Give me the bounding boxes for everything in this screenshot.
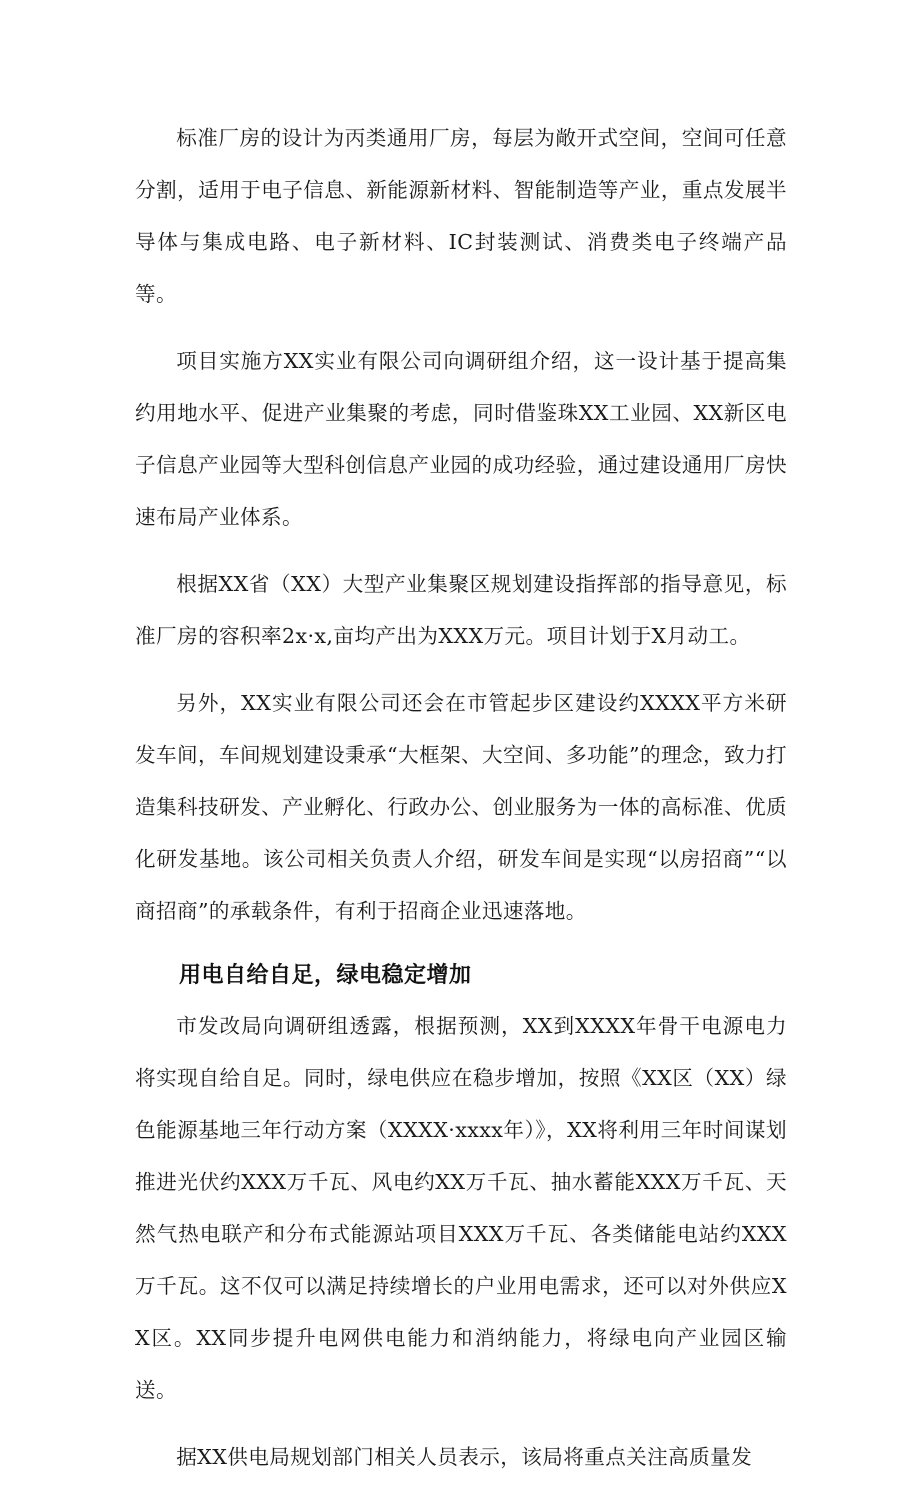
paragraph-rd-workshop: 另外，XX实业有限公司还会在市管起步区建设约XXXX平方米研发车间，车间规划建设秉承“大框架、大空间、多功能”的理念，致力打造集科技研发、产业孵化、行政办公、创业服务为一体的高标准、优质化研发基地。该公司相关负责人介绍，研发车间是实现“以房招商”“以商招商”的承载条件，有利于招商企业迅速落地。 bbox=[135, 691, 787, 923]
document-body bbox=[135, 112, 787, 1498]
paragraph-plot-ratio: 根据XX省（XX）大型产业集聚区规划建设指挥部的指导意见，标准厂房的容积率2x·x,亩均产出为XXX万元。项目计划于X月动工。 bbox=[135, 572, 787, 648]
paragraph-green-power: 市发改局向调研组透露，根据预测，XX到XXXX年骨干电源电力将实现自给自足。同时，绿电供应在稳步增加，按照《XX区（XX）绿色能源基地三年行动方案（XXXX·xxxx年）》，XX将利用三年时间谋划推进光伏约XXX万千瓦、风电约XX万千瓦、抽水蓄能XXX万千瓦、天然气热电联产和分布式能源站项目XXX万千瓦、各类储能电站约XXX万千瓦。这不仅可以满足持续增长的户业用电需求，还可以对外供应XX区。XX同步提升电网供电能力和消纳能力，将绿电向产业园区输送。 bbox=[135, 1014, 787, 1402]
paragraph-power-bureau: 据XX供电局规划部门相关人员表示，该局将重点关注高质量发 bbox=[176, 1445, 753, 1469]
section-heading: 用电自给自足，绿电稳定增加 bbox=[179, 963, 472, 988]
paragraph-project-implementer: 项目实施方XX实业有限公司向调研组介绍，这一设计基于提高集约用地水平、促进产业集聚的考虑，同时借鉴珠XX工业园、XX新区电子信息产业园等大型科创信息产业园的成功经验，通过建设通用厂房快速布局产业体系。 bbox=[135, 349, 787, 529]
paragraph-standard-factory: 标准厂房的设计为丙类通用厂房，每层为敞开式空间，空间可任意分割，适用于电子信息、新能源新材料、智能制造等产业，重点发展半导体与集成电路、电子新材料、IC封装测试、消费类电子终端产品等。 bbox=[135, 126, 787, 306]
